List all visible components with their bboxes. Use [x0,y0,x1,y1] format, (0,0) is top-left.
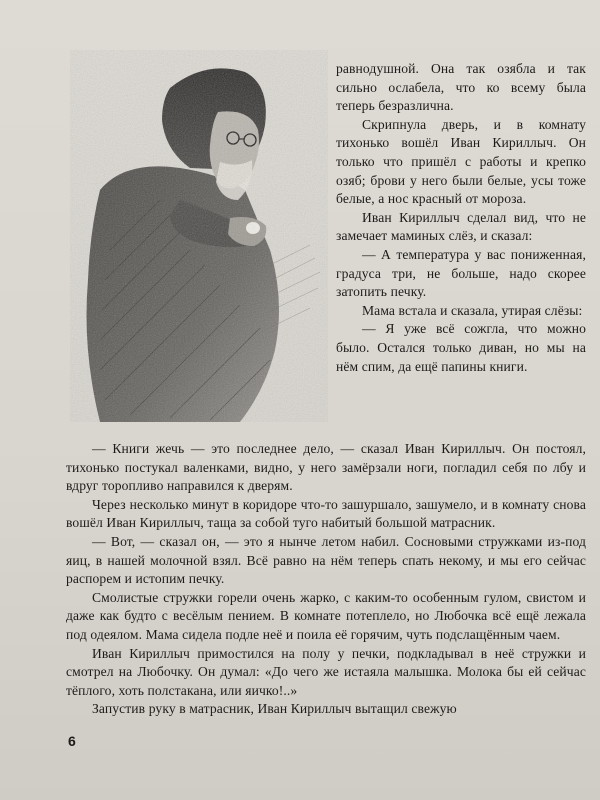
paragraph: Мама встала и сказала, утирая слёзы: [362,302,583,318]
paragraph: равнодушной. Она так озябла и так сильно ослабела, что ко всему была теперь безразлична. [336,61,586,114]
paragraph: — Вот, — сказал он, — это я нынче летом набил. Сосновыми стружками из-под яиц, в нашей молочной взял. Всё равно на нём теперь спать некому, и мы его сейчас распорем и истопим печку. [66,533,586,587]
right-text-column [336,60,586,376]
paragraph: Через несколько минут в коридоре что-то зашуршало, зашумело, и в комнату снова вошёл Иван Кириллыч, таща за собой туго набитый большой матрасник. [66,496,586,531]
paragraph: Скрипнула дверь, и в комнату тихонько вошёл Иван Кириллыч. Он только что пришёл с работы и крепко озяб; брови у него были белые, усы тоже белые, а нос красный от мороза. [336,116,586,207]
pencil-illustration-old-man [70,50,328,422]
page-number: 6 [68,733,76,749]
full-width-text [66,440,586,719]
paragraph: — Я уже всё сожгла, что можно было. Остался только диван, но мы на нём спим, да ещё папины книги. [336,321,586,374]
paragraph: Запустив руку в матрасник, Иван Кириллыч вытащил свежую [92,701,457,717]
paragraph: — А температура у вас пониженная, градуса три, не больше, надо скорее затопить печку. [336,246,586,300]
paragraph: Иван Кириллыч сделал вид, что не замечает маминых слёз, и сказал: [336,209,586,244]
paragraph: — Книги жечь — это последнее дело, — сказал Иван Кириллыч. Он постоял, тихонько постукал валенками, видно, у него замёрзали ноги, погладил себя по лбу и вдруг торопливо направился к дверям. [66,441,586,494]
paragraph: Смолистые стружки горели очень жарко, с каким-то особенным гулом, свистом и даже как будто с весёлым пением. В комнате потеплело, но Любочка всё ещё лежала под одеялом. Мама сидела подле неё и поила её горячим, чуть подслащённым чаем. [66,589,586,642]
paragraph: Иван Кириллыч примостился на полу у печки, подкладывал в неё стружки и смотрел на Любочку. Он думал: «До чего же истаяла малышка. Молока бы ей сейчас тёплого, хоть полстакана, или яичко!..» [66,645,586,698]
